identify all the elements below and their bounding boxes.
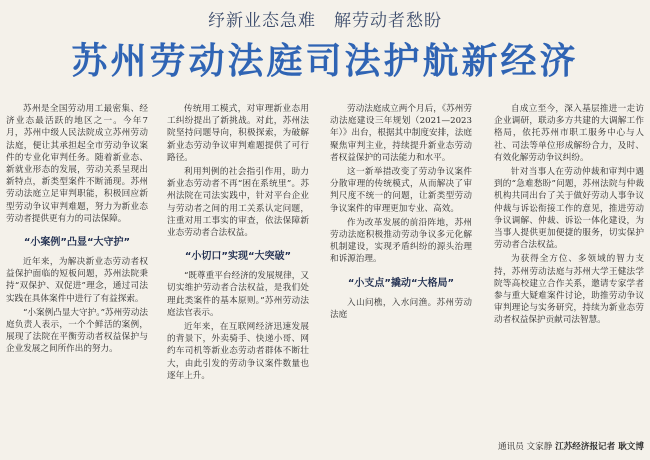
paragraph: 近年来，在互联网经济迅速发展的背景下，外卖骑手、快递小哥、网约车司机等新业态劳动者群体不断壮大，由此引发的劳动争议案件数量也逐年上升。 <box>167 322 309 381</box>
article-column-2 <box>167 103 309 452</box>
section-subheading: “小案例”凸显“大守护” <box>23 237 131 249</box>
byline <box>494 441 644 453</box>
section-subheading: “小切口”实现“大突破” <box>184 251 292 263</box>
paragraph: 入山问樵，入水问渔。苏州劳动法庭 <box>330 297 472 320</box>
byline-reporter: 江苏经济报记者 耿文博 <box>555 442 644 452</box>
paragraph: 传统用工模式，对审理新业态用工纠纷提出了新挑战。对此，苏州法院坚持问题导向，积极探索，为破解新业态劳动争议审判难题提供了可行路径。 <box>167 104 309 163</box>
paragraph: 为获得全方位、多领域的智力支持，苏州劳动法庭与苏州大学王健法学院等高校建立合作关系，邀请专家学者参与重大疑难案件讨论，助推劳动争议审判理论与实务研究，持续为新业态劳动者权益保护贡献司法智慧。 <box>494 254 644 326</box>
paragraph: 针对当事人在劳动仲裁和审判中遇到的“急难愁盼”问题，苏州法院与仲裁机构共同出台了关于做好劳动人事争议仲裁与诉讼衔接工作的意见，推进劳动争议调解、仲裁、诉讼一体化建设，为当事人提供更加便捷的服务，切实保护劳动者合法权益。 <box>494 167 644 251</box>
paragraph: “既尊重平台经济的发展规律，又切实维护劳动者合法权益，是我们处理此类案件的基本原则。”苏州劳动法庭法官表示。 <box>167 271 309 318</box>
paragraph: 自成立至今，深入基层推进一走访企业调研，联动多方共建的大调解工作格局，依托苏州市职工服务中心与人社、司法等单位形成解纷合力，及时、有效化解劳动争议纠纷。 <box>494 104 644 163</box>
paragraph: 利用判例的社会指引作用，助力新业态劳动者不再“困在系统里”。苏州法院在司法实践中，针对平台企业与劳动者之间的用工关系认定问题，注重对用工事实的审查，依法保障新业态劳动者合法权益。 <box>167 167 309 239</box>
paragraph: 这一新举措改变了劳动争议案件分散审理的传统模式，从而解决了审判尺度不统一的问题，让新类型劳动争议案件的审理更加专业、高效。 <box>330 167 472 214</box>
paragraph: “小案例凸显大守护。”苏州劳动法庭负责人表示，一个个鲜活的案例，展现了法院在平衡劳动者权益保护与企业发展之间所作出的努力。 <box>6 307 148 355</box>
paragraph: 作为改革发展的前沿阵地，苏州劳动法庭积极推动劳动争议多元化解机制建设，实现矛盾纠纷的源头治理和诉源治理。 <box>330 217 472 265</box>
paragraph: 劳动法庭成立两个月后，《苏州劳动法庭建设三年规划（2021—2023年）》出台，根据其中制度安排，法庭聚焦审判主业，持续提升新业态劳动者权益保护的司法能力和水平。 <box>330 104 472 163</box>
main-headline: 苏州劳动法庭司法护航新经济 <box>71 41 579 82</box>
paragraph: 苏州是全国劳动用工最密集、经济业态最活跃的地区之一。今年7月，苏州中级人民法院成立苏州劳动法庭，便让其承担起全市劳动争议案件的专业化审判任务。随着新业态、新就业形态的发展，劳动关系呈现出新特点，新类型案件不断涌现。苏州劳动法庭立足审判职能，积极回应新型劳动争议审判难题，努力为新业态劳动者提供更有力的司法保障。 <box>6 104 148 224</box>
kicker-subheadline: 纾新业态急难 解劳动者愁盼 <box>208 11 442 31</box>
byline-correspondent: 通讯员 文家静 <box>498 442 553 452</box>
article-column-1 <box>6 103 148 452</box>
article-column-3 <box>330 103 472 452</box>
section-subheading: “小支点”撬动“大格局” <box>347 277 455 289</box>
paragraph: 近年来，为解决新业态劳动者权益保护面临的短板问题，苏州法院秉持“双保护、双促进”理念，通过司法实践在具体案件中进行了有益探索。 <box>6 257 148 304</box>
article-column-4 <box>494 103 644 439</box>
